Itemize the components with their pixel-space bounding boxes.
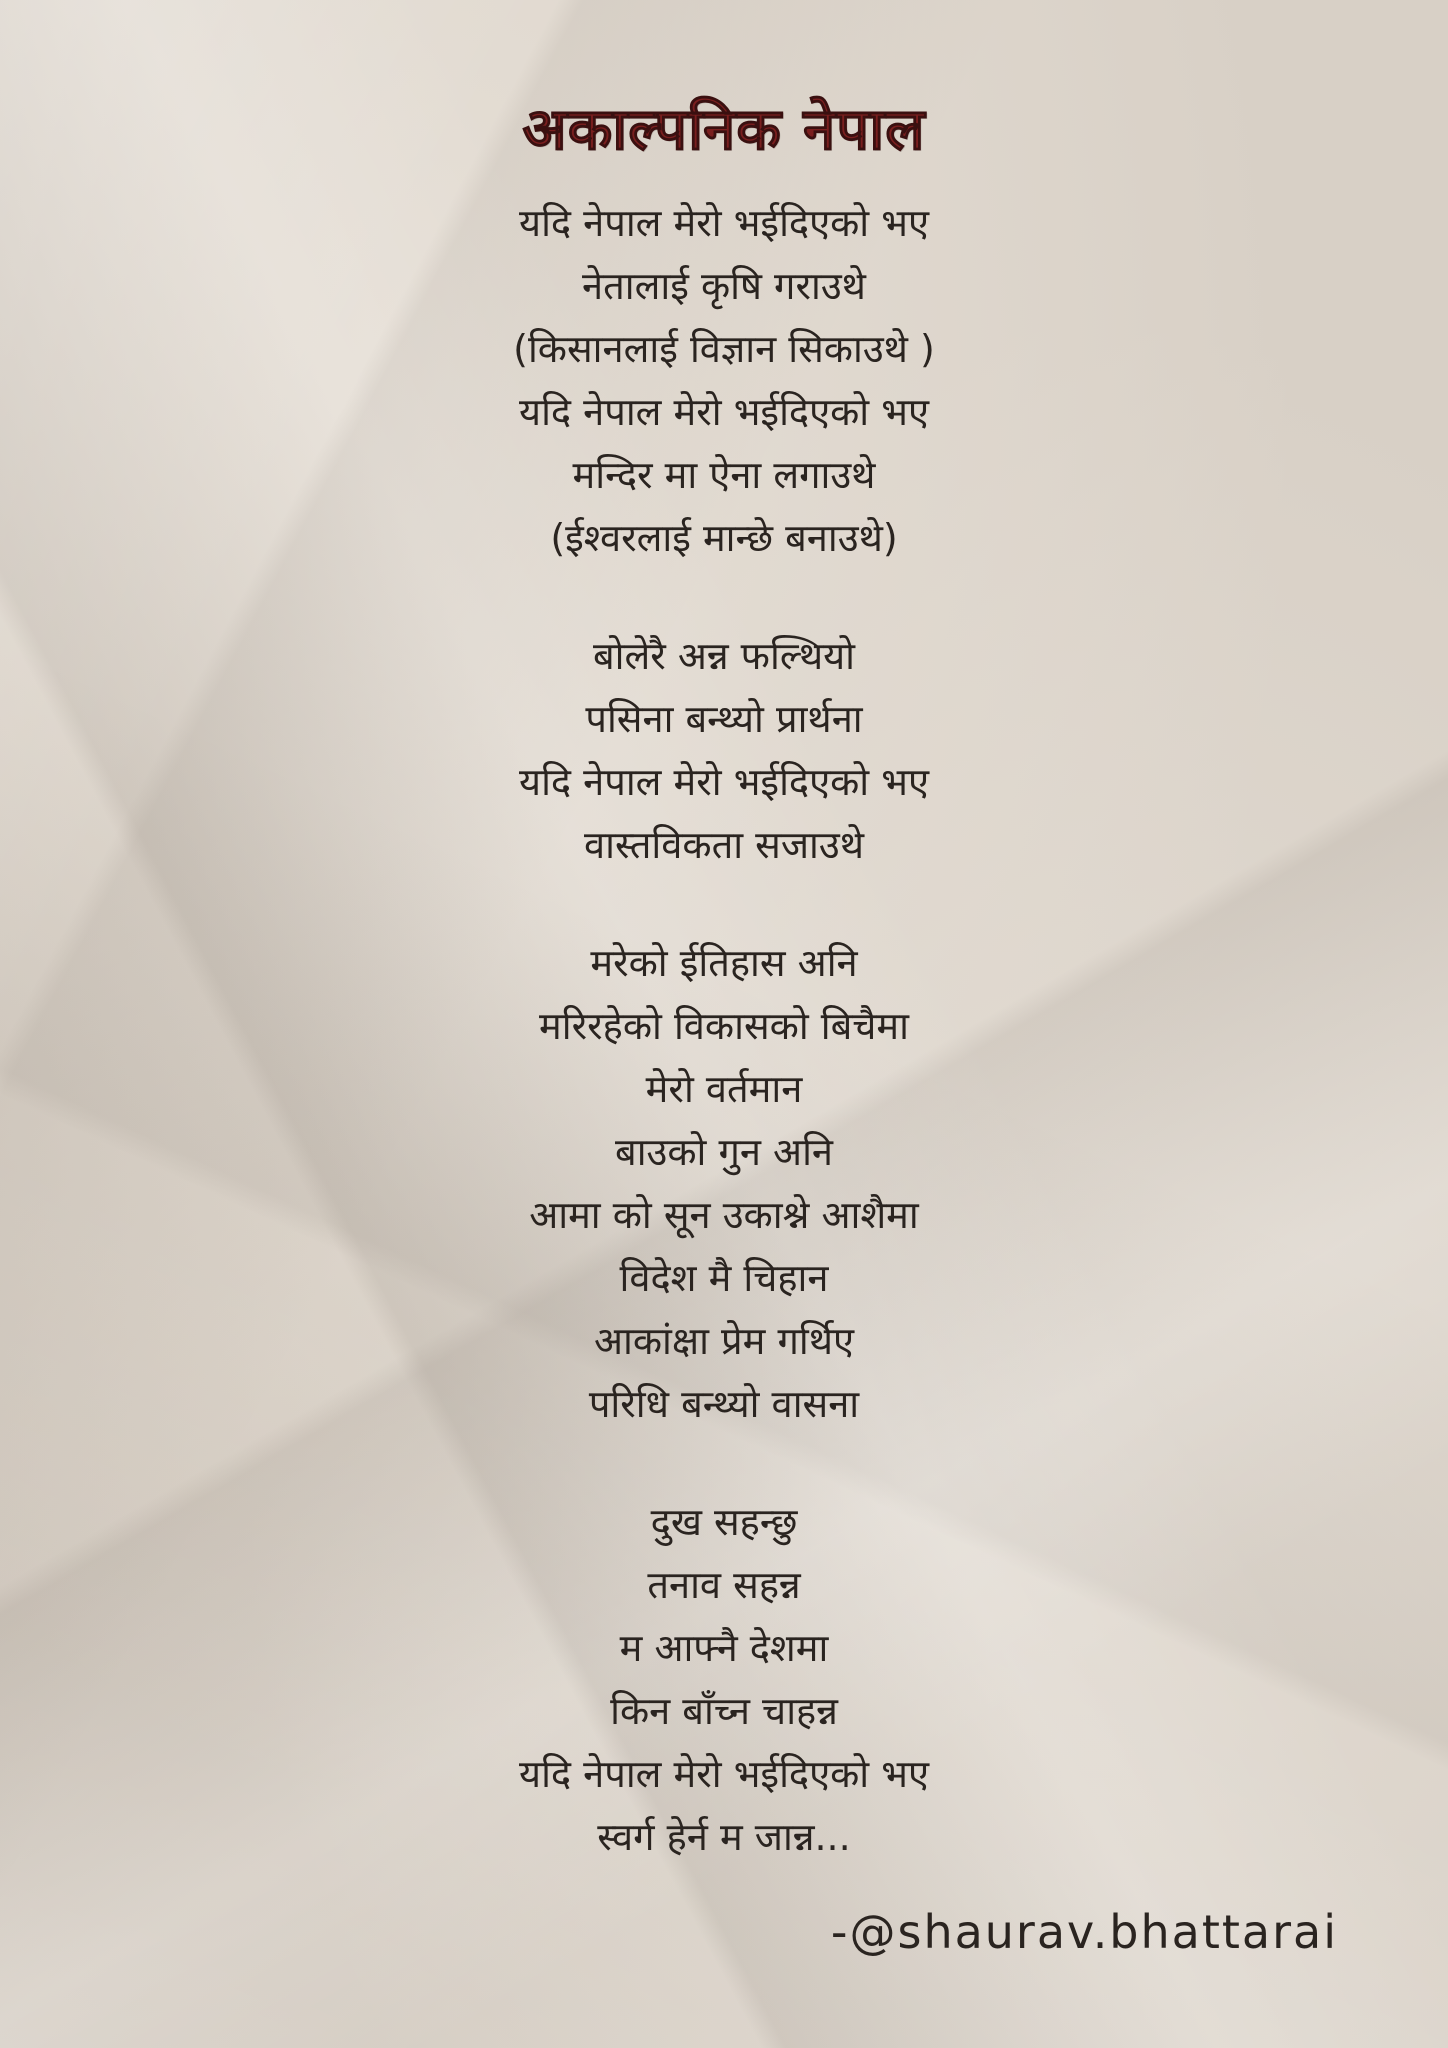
poem-title: अकाल्पनिक नेपाल <box>522 94 926 163</box>
poem-line: मेरो वर्तमान <box>645 1067 803 1111</box>
poem-line: किन बाँच्न चाहन्न <box>610 1689 838 1733</box>
poem-line: पसिना बन्थ्यो प्रार्थना <box>585 697 863 741</box>
poem-line: वास्तविकता सजाउथे <box>584 823 864 867</box>
poem-line: यदि नेपाल मेरो भईदिएको भए <box>519 390 929 434</box>
poem-body <box>0 192 1448 1924</box>
author-signature: -@shaurav.bhattarai <box>830 1905 1338 1959</box>
poem-line: दुख सहन्छु <box>650 1500 798 1544</box>
poem-line: तनाव सहन्न <box>647 1563 801 1607</box>
poem-line: बाउको गुन अनि <box>615 1130 833 1174</box>
poem-line: मन्दिर मा ऐना लगाउथे <box>572 453 876 497</box>
poem-line: यदि नेपाल मेरो भईदिएको भए <box>519 760 929 804</box>
poem-line: विदेश मै चिहान <box>619 1256 829 1300</box>
poem-line: आमा को सून उकाश्ने आशैमा <box>529 1193 919 1237</box>
poem-line: स्वर्ग हेर्न म जान्न... <box>597 1815 851 1859</box>
poem-line: नेतालाई कृषि गराउथे <box>582 264 866 308</box>
poem-line: परिधि बन्थ्यो वासना <box>588 1382 860 1426</box>
poem-line: मरेको ईतिहास अनि <box>590 941 858 985</box>
poem-line: आकांक्षा प्रेम गर्थिए <box>594 1319 854 1363</box>
poem-line: म आफ्नै देशमा <box>619 1626 829 1670</box>
poem-line: (ईश्वरलाई मान्छे बनाउथे) <box>550 516 898 560</box>
poem-line: बोलेरै अन्न फल्थियो <box>592 634 855 678</box>
poem-line: यदि नेपाल मेरो भईदिएको भए <box>519 1752 929 1796</box>
poem-line: यदि नेपाल मेरो भईदिएको भए <box>519 201 929 245</box>
poem-line: (किसानलाई विज्ञान सिकाउथे ) <box>513 327 935 371</box>
stanza-4 <box>0 1491 1448 1869</box>
stanza-3 <box>0 932 1448 1436</box>
poem-line: मरिरहेको विकासको बिचैमा <box>539 1004 909 1048</box>
stanza-2 <box>0 625 1448 877</box>
stanza-1 <box>0 192 1448 570</box>
